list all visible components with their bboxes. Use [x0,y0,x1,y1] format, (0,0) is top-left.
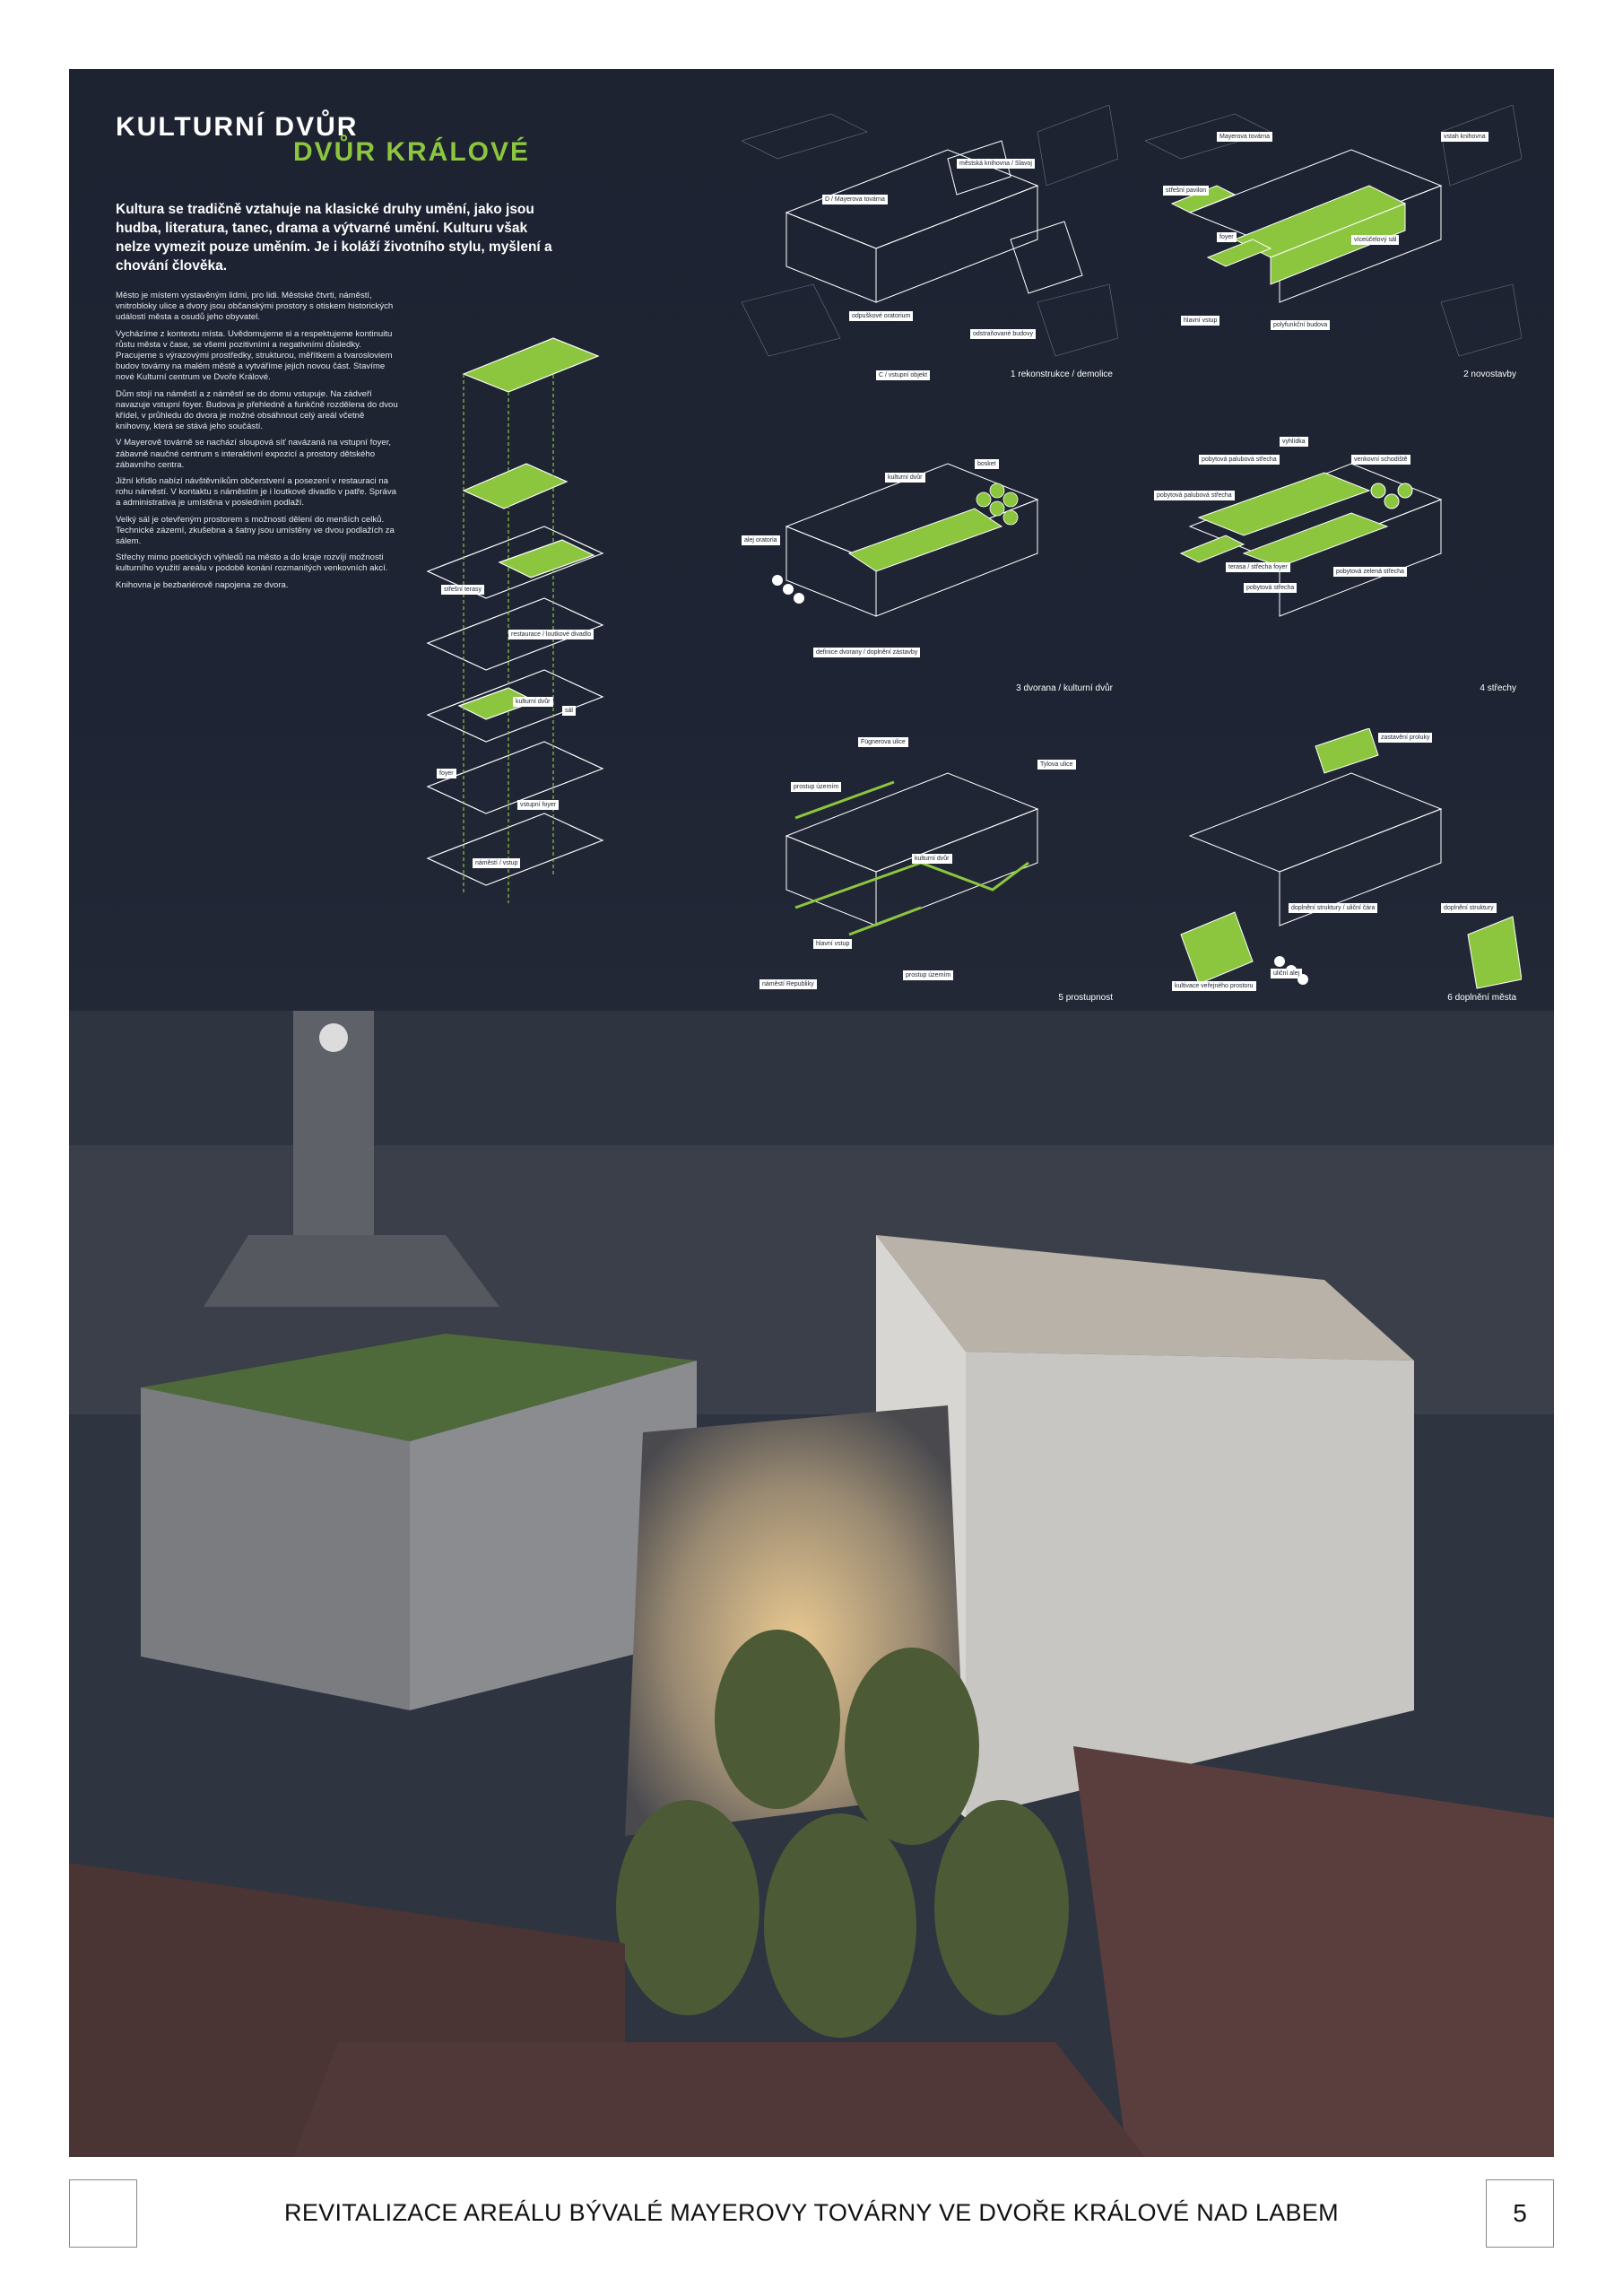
diagram-3 [742,419,1118,693]
paragraph: Velký sál je otevřeným prostorem s možností dělení do menších celků. Technické zázemí, zkušebna a šatny jsou umístěny ve dvou podlažích za sálem. [116,514,395,547]
paragraph: Knihovna je bezbariérově napojena ze dvora. [116,579,289,590]
diagram-tag: pobytová střecha [1244,583,1297,593]
diagram-drawing [1145,105,1522,374]
diagram-tag: odpuškové oratorium [849,311,913,321]
diagram-tag: zastavění proluky [1378,733,1432,743]
diagram-caption: 2 novostavby [1463,370,1516,379]
paragraph: Dům stojí na náměstí a z náměstí se do domu vstupuje. Na zádveří navazuje vstupní foyer. Budova je přehledně a funkčně rozdělena do dvou křídel, v průhledu do dvora je možné obsáhnout celý areál včetně knihovny, která se stává jeho součástí. [116,388,398,432]
axonometry-drawing [410,320,616,930]
diagram-tag: doplnění struktury [1441,903,1497,913]
axo-label: náměstí / vstup [473,858,520,868]
axo-label: restaurace / loutkové divadlo [508,630,594,639]
diagram-caption: 1 rekonstrukce / demolice [1011,370,1113,379]
paragraph: Město je místem vystavěným lidmi, pro lidi. Městské čtvrti, náměstí, vnitrobloky ulice a dvory jsou občanskými prostory s otiskem historických událostí města a osudů jeho obyvatel. [116,291,394,323]
night-render [69,1011,1554,2157]
diagram-tag: hlavní vstup [1181,316,1219,326]
diagram-tag: střešní pavilon [1163,186,1209,196]
diagram-tag: foyer [1217,232,1237,242]
diagram-tag: Tylova ulice [1037,760,1076,770]
diagram-1 [742,105,1118,379]
footer-title: REVITALIZACE AREÁLU BÝVALÉ MAYEROVY TOVÁRNY VE DVOŘE KRÁLOVÉ NAD LABEM [284,2199,1339,2226]
paragraph: Vycházíme z kontextu místa. Uvědomujeme si a respektujeme kontinuitu růstu města v čase, se všemi pozitivními a negativními důsledky. Pracujeme s výrazovými prostředky, strukturou, měřítkem a tvarosloviem budov továrny na malém městě a vytváříme jejich novou část. Stavíme nové Kulturní centrum ve Dvoře Králové. [116,328,393,383]
title-line-1: KULTURNÍ DVŮR [116,112,359,142]
axo-label: kulturní dvůr [513,697,553,707]
page-number: 5 [1486,2179,1554,2248]
diagram-6 [1145,728,1522,1003]
diagram-tag: Fügnerova ulice [858,737,908,747]
diagram-tag: městská knihovna / Slavoj [957,159,1035,169]
diagram-tag: hlavní vstup [813,939,852,949]
diagram-2 [1145,105,1522,379]
diagram-tag: víceúčelový sál [1351,235,1399,245]
paragraph: V Mayerově továrně se nachází sloupová síť navázaná na vstupní foyer, zábavně naučné centrum s interaktivní expozicí a prostory dětského zábavního centra. [116,438,392,470]
diagram-tag: polyfunkční budova [1271,320,1330,330]
axo-label: vstupní foyer [517,800,559,810]
diagram-drawing [742,419,1118,688]
diagram-caption: 3 dvorana / kulturní dvůr [1016,683,1113,693]
diagram-drawing [1145,728,1522,997]
paragraph: Jižní křídlo nabízí návštěvníkům občerstvení a posezení v restauraci na rohu náměstí. V kontaktu s náměstím je i loutkové divadlo v patře. Správa a administrativa je umístěna v posledním podlaží. [116,476,397,509]
diagram-tag: pobytová palubová střecha [1199,455,1280,465]
diagram-tag: pobytová palubová střecha [1154,491,1235,500]
diagram-tag: vyhlídka [1280,437,1308,447]
body-text [116,291,398,596]
diagram-tag: kulturní dvůr [885,473,925,483]
diagram-tag: Mayerova továrna [1217,132,1272,142]
diagram-tag: alej oratoria [742,535,780,545]
paragraph: Střechy mimo poetických výhledů na město a do kraje rozvíjí možnosti kulturního využití areálu v podobě konání rozmanitých venkovních akcí. [116,552,388,574]
diagram-tag: bosket [975,459,999,469]
diagram-tag: C / vstupní objekt [876,370,930,380]
diagram-tag: kultivace veřejného prostoru [1172,981,1256,991]
diagram-tag: vstah knihovna [1441,132,1488,142]
diagram-tag: náměstí Republiky [759,979,817,989]
diagram-tag: terasa / střecha foyer [1226,562,1290,572]
diagram-caption: 5 prostupnost [1058,993,1113,1003]
diagram-tag: D / Mayerova továrna [822,195,888,204]
footer-logo-box [69,2179,137,2248]
diagram-5 [742,728,1118,1003]
title-line-2: DVŮR KRÁLOVÉ [293,137,531,167]
poster-panel [69,69,1554,2157]
diagram-tag: definice dvorany / doplnění zástavby [813,648,920,657]
diagram-tag: doplnění struktury / uliční čára [1289,903,1377,913]
diagram-tag: prostup územím [903,970,953,980]
diagram-drawing [742,105,1118,374]
diagram-tag: odstraňované budovy [970,329,1036,339]
exploded-axonometry [410,320,616,930]
diagram-4 [1145,419,1522,693]
diagram-caption: 4 střechy [1480,683,1516,693]
diagram-tag: venkovní schodiště [1351,455,1410,465]
diagram-tag: prostup územím [791,782,841,792]
axo-label: střešní terasy [441,585,484,595]
lead-paragraph: Kultura se tradičně vztahuje na klasické druhy umění, jako jsou hudba, literatura, tanec, drama a výtvarné umění. Kulturu však nelze vymezit pouze uměním. Je i koláží životního stylu, myšlení a chování člověka. [116,202,552,274]
diagram-tag: uliční alej [1271,969,1302,978]
diagram-tag: pobytová zelená střecha [1333,567,1407,577]
axo-label: foyer [437,769,456,778]
diagram-tag: kulturní dvůr [912,854,952,864]
diagram-caption: 6 doplnění města [1447,993,1516,1003]
axo-label: sál [562,706,576,716]
